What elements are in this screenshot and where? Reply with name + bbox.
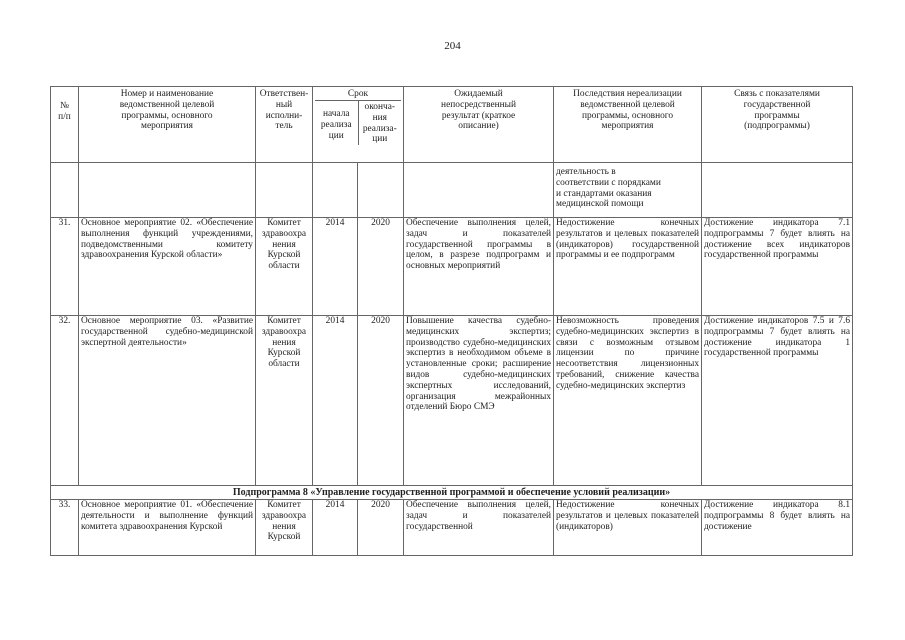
row-end: 2020 — [358, 218, 404, 316]
page-number: 204 — [444, 40, 461, 52]
row-end: 2020 — [358, 316, 404, 486]
header-term-label: Срок — [315, 89, 401, 101]
row-end: 2020 — [358, 500, 404, 556]
activities-table — [50, 86, 853, 556]
row-name: Основное мероприятие 03. «Развитие государственной судебно-медицинской экспертной деятельности» — [79, 316, 256, 486]
row-0-consequences: деятельность в соответствии с порядками и стандартами оказания медицинской помощи — [554, 163, 702, 218]
table-row — [51, 218, 853, 316]
header-result: Ожидаемый непосредственный результат (краткое описание) — [404, 87, 554, 163]
header-num: № п/п — [51, 87, 79, 163]
row-result: Обеспечение выполнения целей, задач и показателей государственной программы в целом, в разрезе подпрограмм и основных мероприятий — [404, 218, 554, 316]
header-start: начала реализа ции — [320, 109, 352, 141]
table-header-row — [51, 87, 853, 163]
header-name: Номер и наименование ведомственной целевой программы, основного мероприятия — [79, 87, 256, 163]
header-responsible: Ответствен- ный исполни- тель — [256, 87, 313, 163]
row-start: 2014 — [313, 316, 358, 486]
table-row — [51, 316, 853, 486]
row-num: 33. — [51, 500, 79, 556]
row-result: Повышение качества судебно-медицинских экспертиз; производство судебно-медицинских экспертиз в необходимом объеме в установленные сроки; расширение видов судебно-медицинских экспертных исследований, организация межрайонных отделений Бюро СМЭ — [404, 316, 554, 486]
row-link: Достижение индикатора 8.1 подпрограммы 8 будет влиять на достижение — [702, 500, 853, 556]
header-term — [313, 87, 404, 163]
row-link: Достижение индикатора 7.1 подпрограммы 7 будет влиять на достижение всех индикаторов государственной программы — [702, 218, 853, 316]
row-responsible: Комитет здравоохра нения Курской области — [256, 218, 313, 316]
row-responsible: Комитет здравоохра нения Курской — [256, 500, 313, 556]
row-start: 2014 — [313, 500, 358, 556]
row-num: 32. — [51, 316, 79, 486]
row-consequences: Недостижение конечных результатов и целевых показателей (индикаторов) — [554, 500, 702, 556]
row-consequences: Невозможность проведения судебно-медицинских экспертиз в связи с возможным отзывом лицензии по причине несоответствия лицензионных требований, снижение качества судебно-медицинских экспертиз — [554, 316, 702, 486]
header-consequences: Последствия нереализации ведомственной целевой программы, основного мероприятия — [554, 87, 702, 163]
table-row — [51, 500, 853, 556]
row-name: Основное мероприятие 02. «Обеспечение выполнения функций учреждениями, подведомственными комитету здравоохранения Курской области» — [79, 218, 256, 316]
header-end: оконча- ния реализа- ции — [358, 101, 402, 145]
row-responsible: Комитет здравоохра нения Курской области — [256, 316, 313, 486]
row-consequences: Недостижение конечных результатов и целевых показателей (индикаторов) государственной программы и ее подпрограмм — [554, 218, 702, 316]
header-link: Связь с показателями государственной программы (подпрограммы) — [702, 87, 853, 163]
row-name: Основное мероприятие 01. «Обеспечение деятельности и выполнение функций комитета здравоохранения Курской — [79, 500, 256, 556]
subprogram-title: Подпрограмма 8 «Управление государственной программой и обеспечение условий реализации» — [51, 486, 853, 500]
row-link: Достижение индикаторов 7.5 и 7.6 подпрограммы 7 будет влиять на достижение индикатора 1 государственной программы — [702, 316, 853, 486]
table-row — [51, 163, 853, 218]
row-start: 2014 — [313, 218, 358, 316]
subprogram-row — [51, 486, 853, 500]
row-result: Обеспечение выполнения целей, задач и показателей государственной — [404, 500, 554, 556]
row-num: 31. — [51, 218, 79, 316]
